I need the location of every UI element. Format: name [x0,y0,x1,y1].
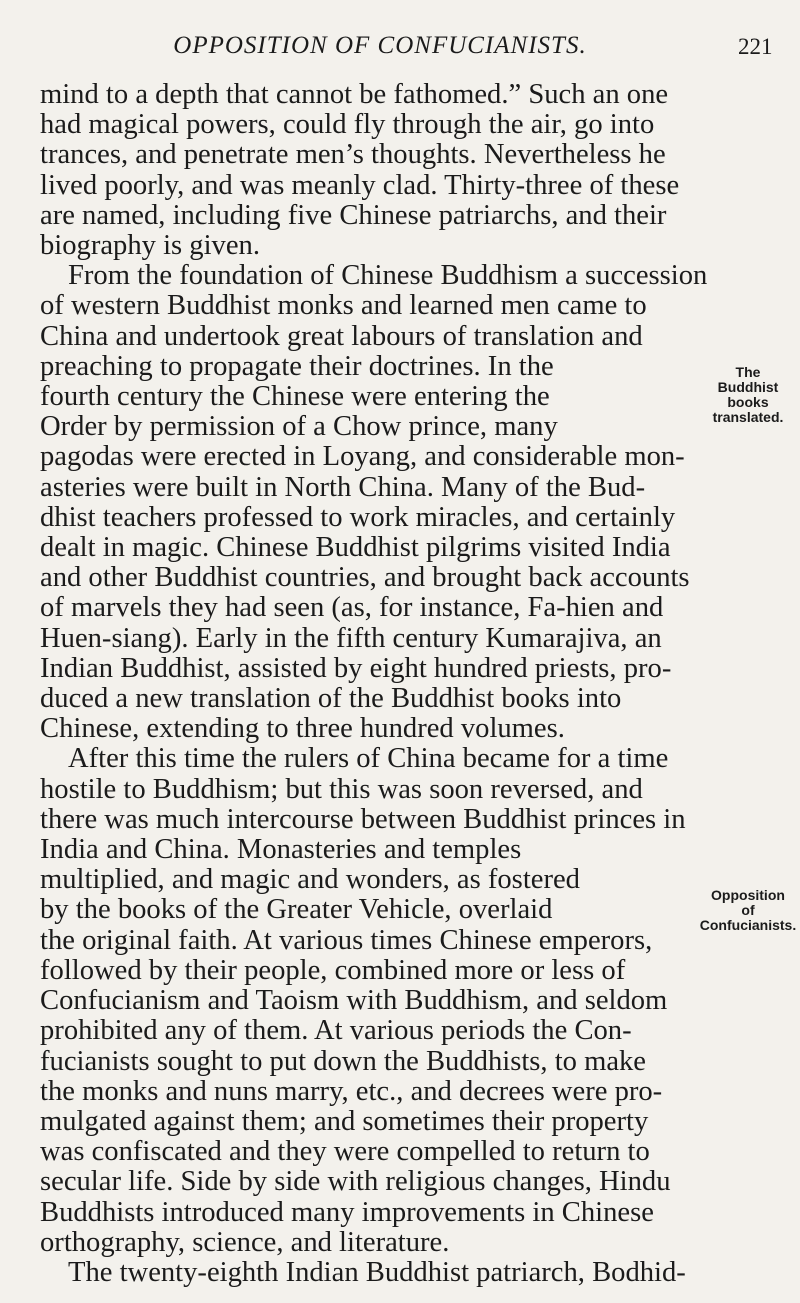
text-line: After this time the rulers of China became for a time [68,743,669,775]
text-line: Huen-siang). Early in the fifth century Kumarajiva, an [40,622,662,654]
text-line: was confiscated and they were compelled to return to [40,1136,650,1168]
text-line: fourth century the Chinese were entering the [40,381,550,413]
text-line: India and China. Monasteries and temples [40,834,522,866]
margin-note-line: of [741,902,755,918]
text-line: China and undertook great labours of translation and [40,320,643,352]
text-line: dealt in magic. Chinese Buddhist pilgrims visited India [40,532,671,564]
text-line: of marvels they had seen (as, for instance, Fa-hien and [40,592,664,624]
text-line: by the books of the Greater Vehicle, overlaid [40,894,553,926]
margin-note-line: translated. [712,409,784,425]
margin-note-opposition [696,888,800,933]
text-line: mulgated against them; and sometimes their property [40,1105,649,1137]
text-line: asteries were built in North China. Many of the Bud- [40,471,646,503]
margin-note-line: Buddhist [717,379,779,395]
margin-note-line: The [735,364,761,380]
text-line: dhist teachers professed to work miracles, and certainly [40,501,676,533]
text-line: prohibited any of them. At various periods the Con- [40,1015,632,1047]
text-line: are named, including five Chinese patriarchs, and their [40,199,667,231]
text-line: Chinese, extending to three hundred volumes. [40,713,565,745]
text-line: preaching to propagate their doctrines. In the [40,350,554,382]
margin-note-line: Opposition [711,887,785,903]
text-line: the original faith. At various times Chinese emperors, [40,924,653,956]
text-line: The twenty-eighth Indian Buddhist patriarch, Bodhid- [68,1256,686,1288]
text-line: hostile to Buddhism; but this was soon reversed, and [40,773,643,805]
text-line: fucianists sought to put down the Buddhists, to make [40,1045,646,1077]
text-line: and other Buddhist countries, and brought back accounts [40,562,690,594]
text-line: there was much intercourse between Buddhist princes in [40,803,686,835]
text-line: orthography, science, and literature. [40,1226,450,1258]
margin-note-buddhist-books [696,365,800,425]
text-line: biography is given. [40,230,260,262]
text-line: mind to a depth that cannot be fathomed.” Such an one [40,79,669,110]
text-line: had magical powers, could fly through the air, go into [40,109,655,141]
text-line: Confucianism and Taoism with Buddhism, and seldom [40,985,668,1017]
text-line: multiplied, and magic and wonders, as fostered [40,864,580,896]
text-line: secular life. Side by side with religious changes, Hindu [40,1166,671,1198]
body-text [40,80,750,1288]
text-line: lived poorly, and was meanly clad. Thirty-three of these [40,169,680,201]
text-line: Indian Buddhist, assisted by eight hundred priests, pro- [40,652,672,684]
text-line: From the foundation of Chinese Buddhism a succession [68,260,708,292]
text-line: followed by their people, combined more or less of [40,954,626,986]
margin-note-line: Confucianists. [699,917,797,933]
text-line: pagodas were erected in Loyang, and considerable mon- [40,441,685,473]
margin-note-line: books [727,394,769,410]
running-header: OPPOSITION OF CONFUCIANISTS. [173,32,587,59]
text-line: the monks and nuns marry, etc., and decrees were pro- [40,1075,663,1107]
text-line: Buddhists introduced many improvements in Chinese [40,1196,654,1228]
text-line: of western Buddhist monks and learned men came to [40,290,647,322]
text-line: Order by permission of a Chow prince, many [40,411,558,443]
text-line: duced a new translation of the Buddhist books into [40,683,622,715]
page-number: 221 [738,34,773,59]
text-line: trances, and penetrate men’s thoughts. Nevertheless he [40,139,666,171]
